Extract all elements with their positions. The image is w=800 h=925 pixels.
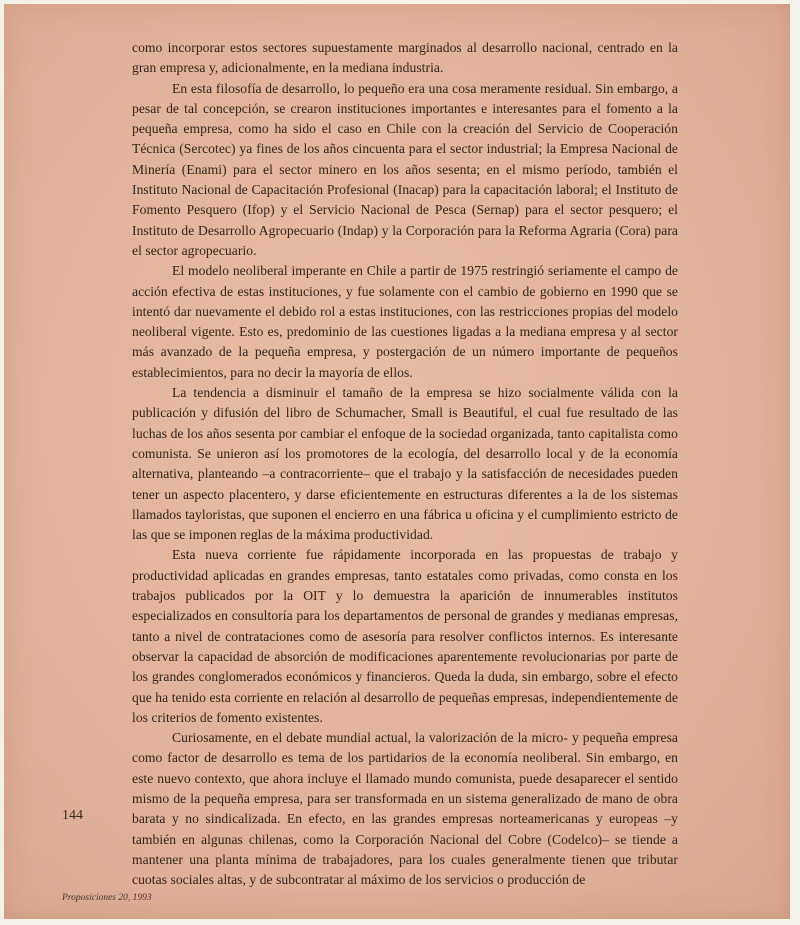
paragraph-1: como incorporar estos sectores supuestamente marginados al desarrollo nacional, centrado en la gran empresa y, adicionalmente, en la mediana industria. [132, 40, 678, 76]
body-text [132, 38, 678, 890]
paragraph-6: Curiosamente, en el debate mundial actual, la valorización de la micro- y pequeña empresa como factor de desarrollo es tema de los partidarios de la economía neoliberal. Sin embargo, en este nuevo contexto, que ahora incluye el llamado mundo comunista, puede desaparecer el sentido mismo de la pequeña empresa, para ser transformada en un sistema generalizado de mano de obra barata y no sindicalizada. En efecto, en las grandes empresas norteamericanas y europeas –y también en algunas chilenas, como la Corporación Nacional del Cobre (Codelco)– se tiende a mantener una planta mínima de trabajadores, para los cuales generalmente tienen que tributar cuotas sociales altas, y de subcontratar al máximo de los servicios o producción de [132, 730, 678, 888]
document-page [4, 4, 790, 919]
paragraph-5: Esta nueva corriente fue rápidamente incorporada en las propuestas de trabajo y productividad aplicadas en grandes empresas, tanto estatales como privadas, como consta en los trabajos publicados por la OIT y lo demuestra la aparición de innumerables institutos especializados en consultoría para los departamentos de personal de grandes y medianas empresas, tanto a nivel de contrataciones como de asesoría para resolver conflictos internos. Es interesante observar la capacidad de absorción de modificaciones aparentemente revolucionarias por parte de los grandes conglomerados económicos y financieros. Queda la duda, sin embargo, sobre el efecto que ha tenido esta corriente en relación al desarrollo de pequeñas empresas, independientemente de los criterios de fomento existentes. [132, 547, 678, 725]
paragraph-2: En esta filosofía de desarrollo, lo pequeño era una cosa meramente residual. Sin embargo, a pesar de tal concepción, se crearon instituciones importantes e interesantes para el fomento a la pequeña empresa, como ha sido el caso en Chile con la creación del Servicio de Cooperación Técnica (Sercotec) ya fines de los años cincuenta para el sector industrial; la Empresa Nacional de Minería (Enami) para el sector minero en los años sesenta; en el mismo período, también el Instituto Nacional de Capacitación Profesional (Inacap) para la capacitación laboral; el Instituto de Fomento Pesquero (Ifop) y el Servicio Nacional de Pesca (Sernap) para el sector pesquero; el Instituto de Desarrollo Agropecuario (Indap) y la Corporación para la Reforma Agraria (Cora) para el sector agropecuario. [132, 80, 678, 258]
paragraph-3: El modelo neoliberal imperante en Chile a partir de 1975 restringió seriamente el campo de acción efectiva de estas instituciones, y fue solamente con el cambio de gobierno en 1990 que se intentó dar nuevamente el debido rol a estas instituciones, con las restricciones propias del modelo neoliberal vigente. Esto es, predominio de las cuestiones ligadas a la mediana empresa y al sector más avanzado de la pequeña empresa, y postergación de un número importante de pequeños establecimientos, para no decir la mayoría de ellos. [132, 263, 678, 380]
page-number: 144 [62, 808, 83, 823]
paragraph-4: La tendencia a disminuir el tamaño de la empresa se hizo socialmente válida con la publicación y difusión del libro de Schumacher, Small is Beautiful, el cual fue resultado de las luchas de los años sesenta por cambiar el enfoque de la sociedad organizada, tanto capitalista como comunista. Se unieron así los promotores de la ecología, del desarrollo local y de la economía alternativa, planteando –a contracorriente– que el trabajo y la satisfacción de necesidades pueden tener un aspecto placentero, y darse eficientemente en estructuras diferentes a la de los sistemas llamados tayloristas, que suponen el encierro en una fábrica u oficina y el cumplimiento estricto de las que se imponen reglas de la máxima productividad. [132, 385, 678, 543]
page-footer: Proposiciones 20, 1993 [62, 893, 152, 903]
